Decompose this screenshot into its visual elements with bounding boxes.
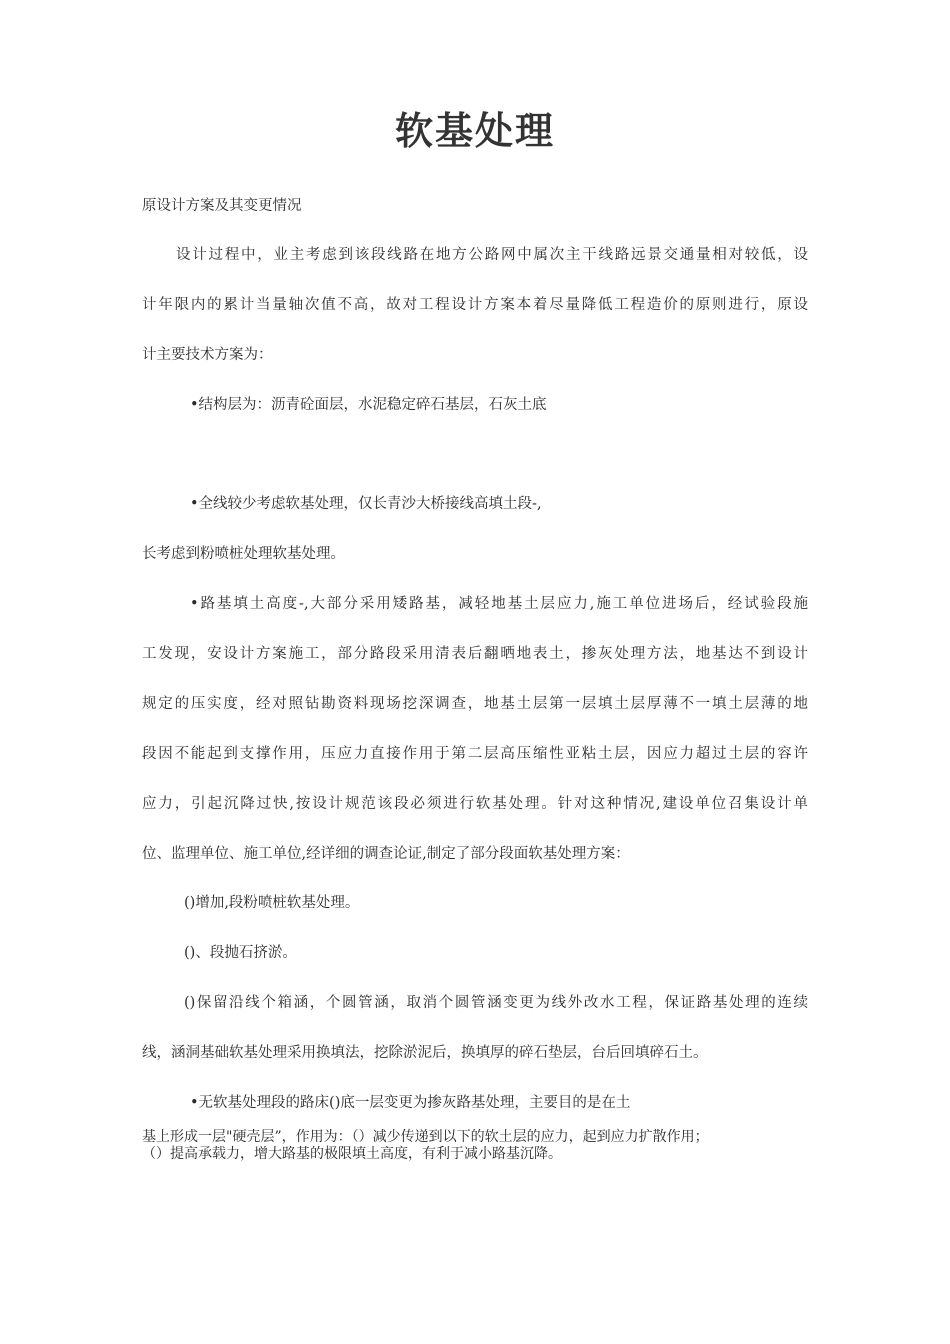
paragraph-line: 规定的压实度，经对照钻勘资料现场挖深调查，地基土层第一层填土层厚薄不一填土层薄的地 [142,696,808,712]
paragraph-line: 计年限内的累计当量轴次值不高，故对工程设计方案本着尽量降低工程造价的原则进行，原设 [142,297,808,313]
list-item: ()保留沿线个箱涵，个圆管涵，取消个圆管涵变更为线外改水工程，保证路基处理的连续 [184,995,808,1011]
paragraph-line: 线，涵洞基础软基处理采用换填法，挖除淤泥后，换填厚的碎石垫层，台后回填碎石土。 [142,1045,708,1061]
bullet-item: •全线较少考虑软基处理，仅长青沙大桥接线高填土段-, [190,496,542,512]
document-title: 软基处理 [394,109,555,153]
paragraph-line: 工发现，安设计方案施工，部分路段采用清表后翻晒地表土，掺灰处理方法，地基达不到设计 [142,646,808,662]
paragraph-line: 段因不能起到支撑作用，压应力直接作用于第二层高压缩性亚粘土层，因应力超过土层的容许 [142,746,808,762]
list-item: ()、段抛石挤淤。 [184,945,297,961]
paragraph-line: 基上形成一层"硬壳层”，作用为：（）减少传递到以下的软土层的应力，起到应力扩散作用； [142,1129,709,1145]
paragraph-line: 设计过程中，业主考虑到该段线路在地方公路网中属次主干线路远景交通量相对较低，设 [176,247,808,263]
paragraph-line: 应力，引起沉降过快,按设计规范该段必须进行软基处理。针对这种情况,建设单位召集设计单 [142,796,808,812]
paragraph-line: 位、监理单位、施工单位,经详细的调查论证,制定了部分段面软基处理方案： [142,846,630,862]
list-item: ()增加,段粉喷桩软基处理。 [184,895,360,911]
bullet-item: •结构层为：沥青砼面层，水泥稳定碎石基层，石灰土底 [190,397,547,413]
section-heading: 原设计方案及其变更情况 [142,198,302,214]
bullet-item: •路基填土高度-,大部分采用矮路基，减轻地基土层应力,施工单位进场后，经试验段施 [190,596,808,612]
bullet-item: •无软基处理段的路床()底一层变更为掺灰路基处理，主要目的是在土 [190,1095,631,1111]
paragraph-line: 计主要技术方案为： [142,347,273,363]
paragraph-line: 长考虑到粉喷桩处理软基处理。 [142,546,345,562]
paragraph-line: （）提高承载力，增大路基的极限填土高度，有利于减小路基沉降。 [142,1146,562,1162]
